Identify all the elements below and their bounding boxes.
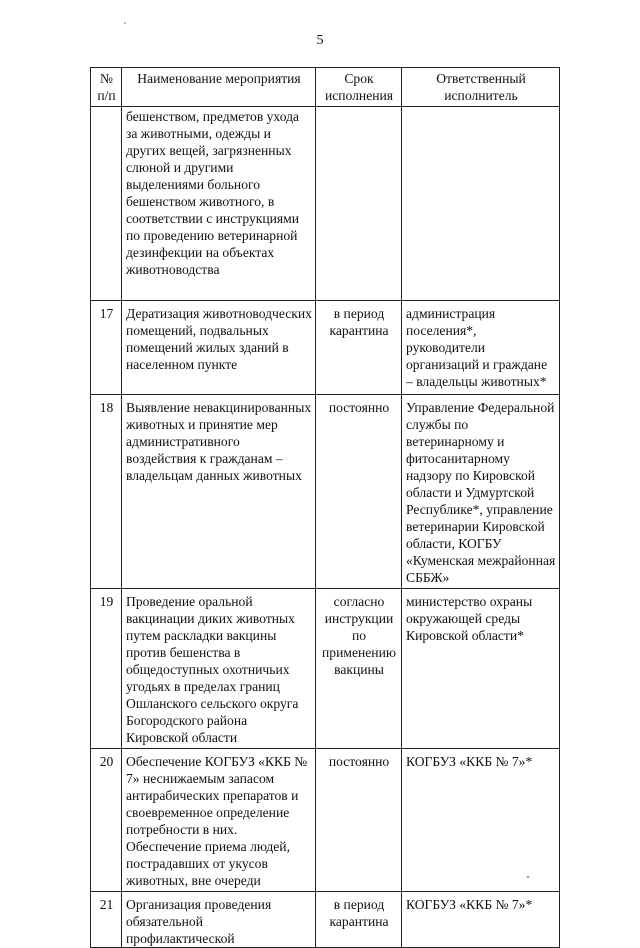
table-row (91, 395, 560, 589)
table-row (91, 107, 560, 301)
row-term: в период карантина (316, 301, 402, 395)
header-term: Срок исполнения (316, 68, 402, 107)
row-term (316, 107, 402, 301)
row-responsible: КОГБУЗ «ККБ № 7»* (402, 892, 560, 948)
row-num: 17 (91, 301, 122, 395)
row-name: Дератизация животноводческих помещений, подвальных помещений жилых зданий в населенном пункте (122, 301, 316, 395)
row-term: постоянно (316, 395, 402, 589)
row-responsible (402, 107, 560, 301)
header-responsible: Ответственный исполнитель (402, 68, 560, 107)
page-number: 5 (316, 33, 324, 48)
table-row (91, 749, 560, 892)
row-term: согласно инструкции по применению вакцины (316, 589, 402, 749)
row-responsible: КОГБУЗ «ККБ № 7»* (402, 749, 560, 892)
row-num: 20 (91, 749, 122, 892)
measures-table (90, 67, 560, 948)
header-num: № п/п (91, 68, 122, 107)
table-row (91, 589, 560, 749)
row-responsible: администрация поселения*, руководители организаций и граждане – владельцы животных* (402, 301, 560, 395)
table-header-row (91, 68, 560, 107)
table-row (91, 301, 560, 395)
header-name: Наименование мероприятия (122, 68, 316, 107)
row-term: постоянно (316, 749, 402, 892)
row-responsible: министерство охраны окружающей среды Кировской области* (402, 589, 560, 749)
row-name: Проведение оральной вакцинации диких животных путем раскладки вакцины против бешенства в общедоступных охотничьих угодьях в пределах границ Ошланского сельского округа Богородского района Кировской области (122, 589, 316, 749)
row-num (91, 107, 122, 301)
row-num: 21 (91, 892, 122, 948)
table-row (91, 892, 560, 948)
row-responsible: Управление Федеральной службы по ветеринарному и фитосанитарному надзору по Кировской области и Удмуртской Республике*, управление ветеринарии Кировской области, КОГБУ «Куменская межрайонная СББЖ» (402, 395, 560, 589)
row-term: в период карантина (316, 892, 402, 948)
row-name: Организация проведения обязательной профилактической (122, 892, 316, 948)
scan-speck (124, 22, 126, 24)
row-name: Обеспечение КОГБУЗ «ККБ № 7» неснижаемым запасом антирабических препаратов и своевременное определение потребности в них. Обеспечение приема людей, пострадавших от укусов животных, вне очереди (122, 749, 316, 892)
row-name: бешенством, предметов ухода за животными, одежды и других вещей, загрязненных слюной и другими выделениями больного бешенством животного, в соответствии с инструкциями по проведению ветеринарной дезинфекции на объектах животноводства (122, 107, 316, 301)
row-num: 18 (91, 395, 122, 589)
row-num: 19 (91, 589, 122, 749)
row-name: Выявление невакцинированных животных и принятие мер административного воздействия к гражданам – владельцам данных животных (122, 395, 316, 589)
scan-speck (527, 876, 529, 878)
